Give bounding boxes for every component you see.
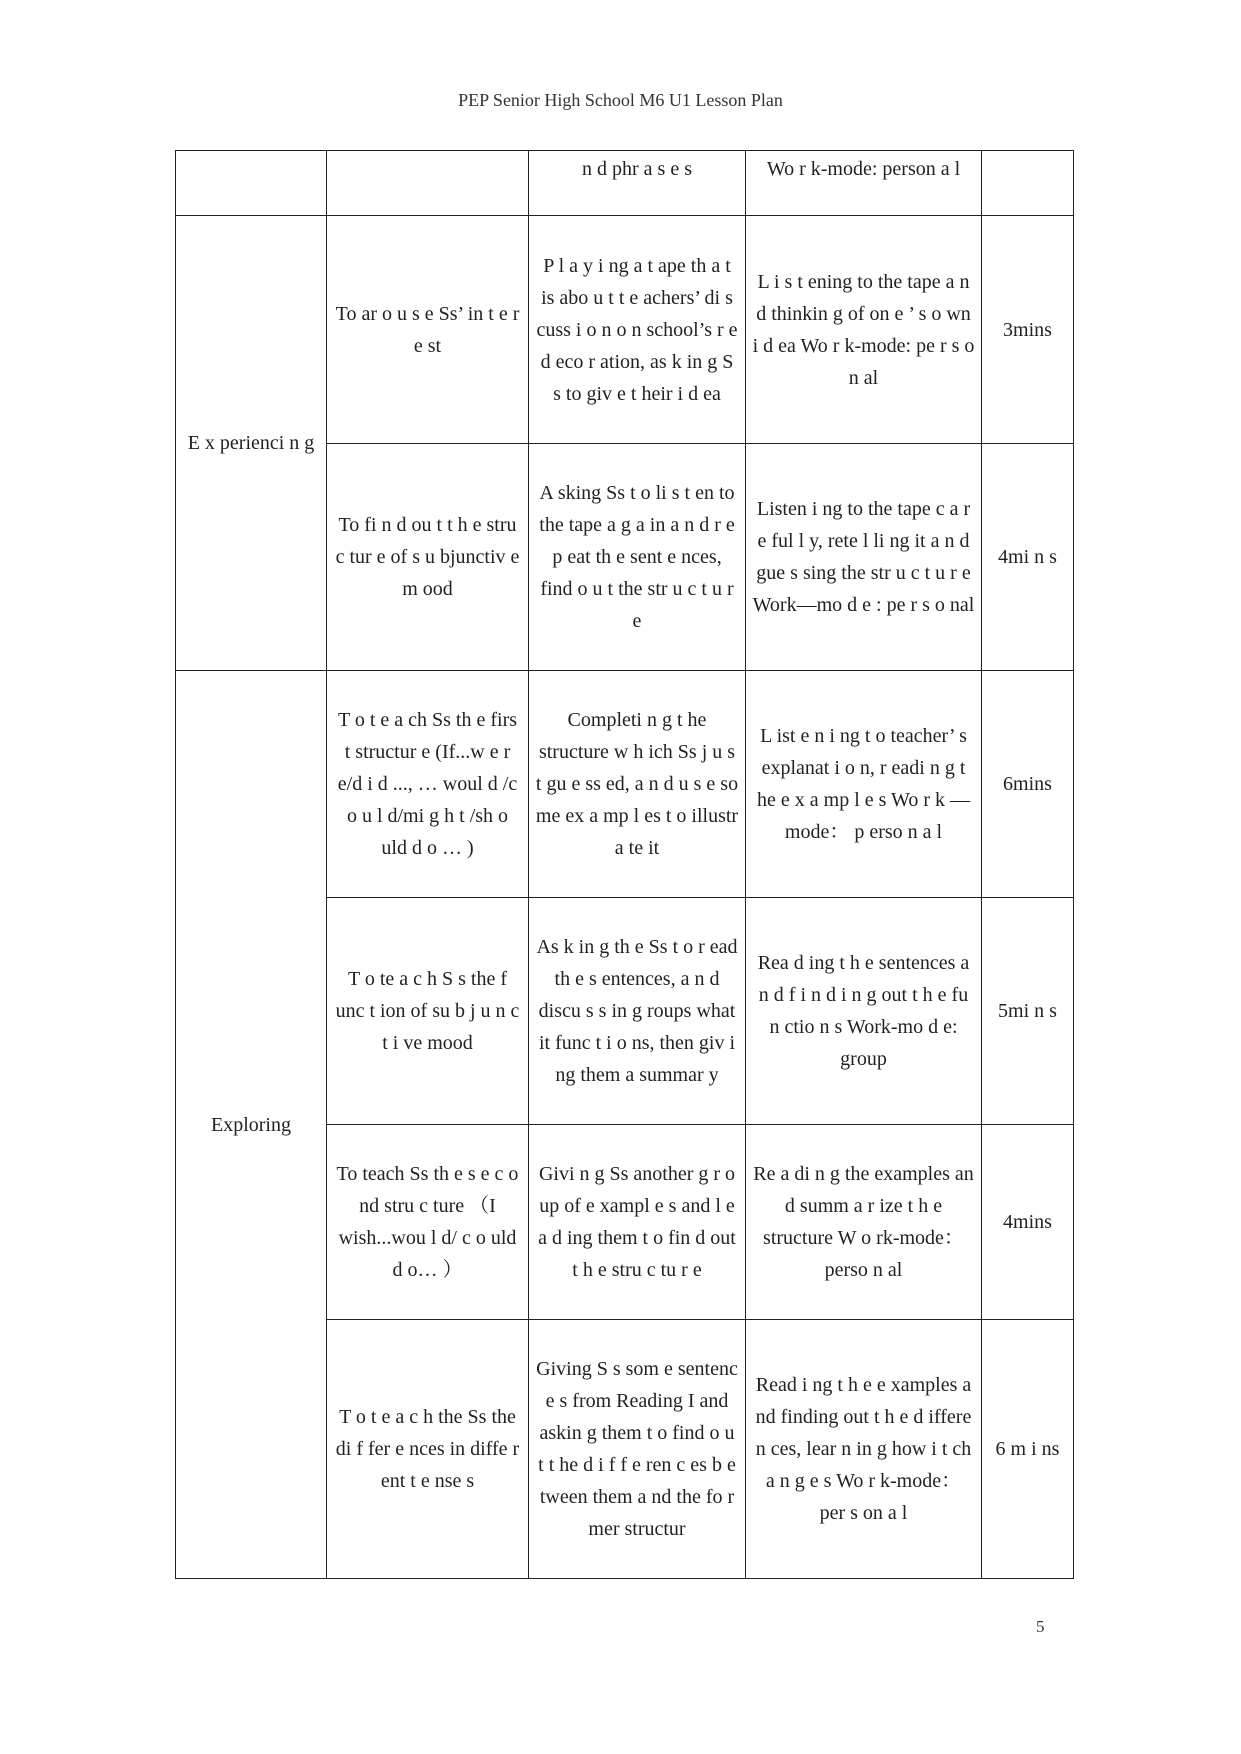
work-mode-cell: Re a di n g the examples an d summ a r ize t h e structure W o rk-mode： perso n al [746, 1125, 982, 1320]
stage-cell [176, 151, 327, 216]
time-cell: 6mins [982, 671, 1074, 898]
time-cell: 4mi n s [982, 444, 1074, 671]
work-mode-cell: Listen i ng to the tape c a r e ful l y, rete l li ng it a n d gue s sing the str u c t u r e Work—mo d e : pe r s o nal [746, 444, 982, 671]
aim-cell [327, 151, 529, 216]
stage-cell: Exploring [176, 671, 327, 1579]
aim-cell: To ar o u s e Ss’ in t e r e st [327, 216, 529, 444]
work-mode-cell: Wo r k-mode: person a l [746, 151, 982, 216]
aim-cell: T o t e a c h the Ss the di f fer e nces in diffe r ent t e nse s [327, 1320, 529, 1579]
table-row [176, 216, 1074, 444]
activity-cell: A sking Ss t o li s t en to the tape a g a in a n d r e p eat th e sent e nces, find o u t the str u c t u r e [529, 444, 746, 671]
aim-cell: To teach Ss th e s e c o nd stru c ture （I wish...wou l d/ c o uld d o… ） [327, 1125, 529, 1320]
time-cell: 6 m i ns [982, 1320, 1074, 1579]
stage-cell: E x perienci n g [176, 216, 327, 671]
aim-cell: T o te a c h S s the f unc t ion of su b j u n c t i ve mood [327, 898, 529, 1125]
activity-cell: As k in g th e Ss t o r ead th e s entences, a n d discu s s in g roups what it func t i o ns, then giv i ng them a summar y [529, 898, 746, 1125]
aim-cell: To fi n d ou t t h e stru c tur e of s u bjunctiv e m ood [327, 444, 529, 671]
time-cell: 4mins [982, 1125, 1074, 1320]
work-mode-cell: Rea d ing t h e sentences a n d f i n d i n g out t h e fu n ctio n s Work-mo d e: group [746, 898, 982, 1125]
work-mode-cell: L ist e n i ng t o teacher’ s explanat i o n, r eadi n g t he e x a mp l e s Wo r k —mode： p erso n a l [746, 671, 982, 898]
time-cell: 3mins [982, 216, 1074, 444]
table-row [176, 151, 1074, 216]
activity-cell: Givi n g Ss another g r o up of e xampl e s and l e a d ing them t o fin d out t h e stru c tu r e [529, 1125, 746, 1320]
work-mode-cell: L i s t ening to the tape a n d thinkin g of on e ’ s o wn i d ea Wo r k-mode: pe r s o n al [746, 216, 982, 444]
aim-cell: T o t e a ch Ss th e firs t structur e (If...w e r e/d i d ..., … woul d /c o u l d/mi g h t /sh o uld d o … ) [327, 671, 529, 898]
activity-cell: Giving S s som e sentenc e s from Reading I and askin g them t o find o u t t he d i f f e ren c es b e tween them a nd the fo r mer structur [529, 1320, 746, 1579]
table-row [176, 671, 1074, 898]
time-cell: 5mi n s [982, 898, 1074, 1125]
time-cell [982, 151, 1074, 216]
page-header: PEP Senior High School M6 U1 Lesson Plan [458, 90, 783, 110]
activity-cell: P l a y i ng a t ape th a t is abo u t t e achers’ di s cuss i o n o n school’s r e d eco r ation, as k in g S s to giv e t heir i d ea [529, 216, 746, 444]
activity-cell: n d phr a s e s [529, 151, 746, 216]
page-number: 5 [1036, 1617, 1045, 1636]
activity-cell: Completi n g t he structure w h ich Ss j u s t gu e ss ed, a n d u s e so me ex a mp l es t o illustr a te it [529, 671, 746, 898]
work-mode-cell: Read i ng t h e e xamples a nd finding out t h e d iffere n ces, lear n in g how i t ch a n g e s Wo r k-mode： per s on a l [746, 1320, 982, 1579]
lesson-plan-table [175, 150, 1074, 1579]
